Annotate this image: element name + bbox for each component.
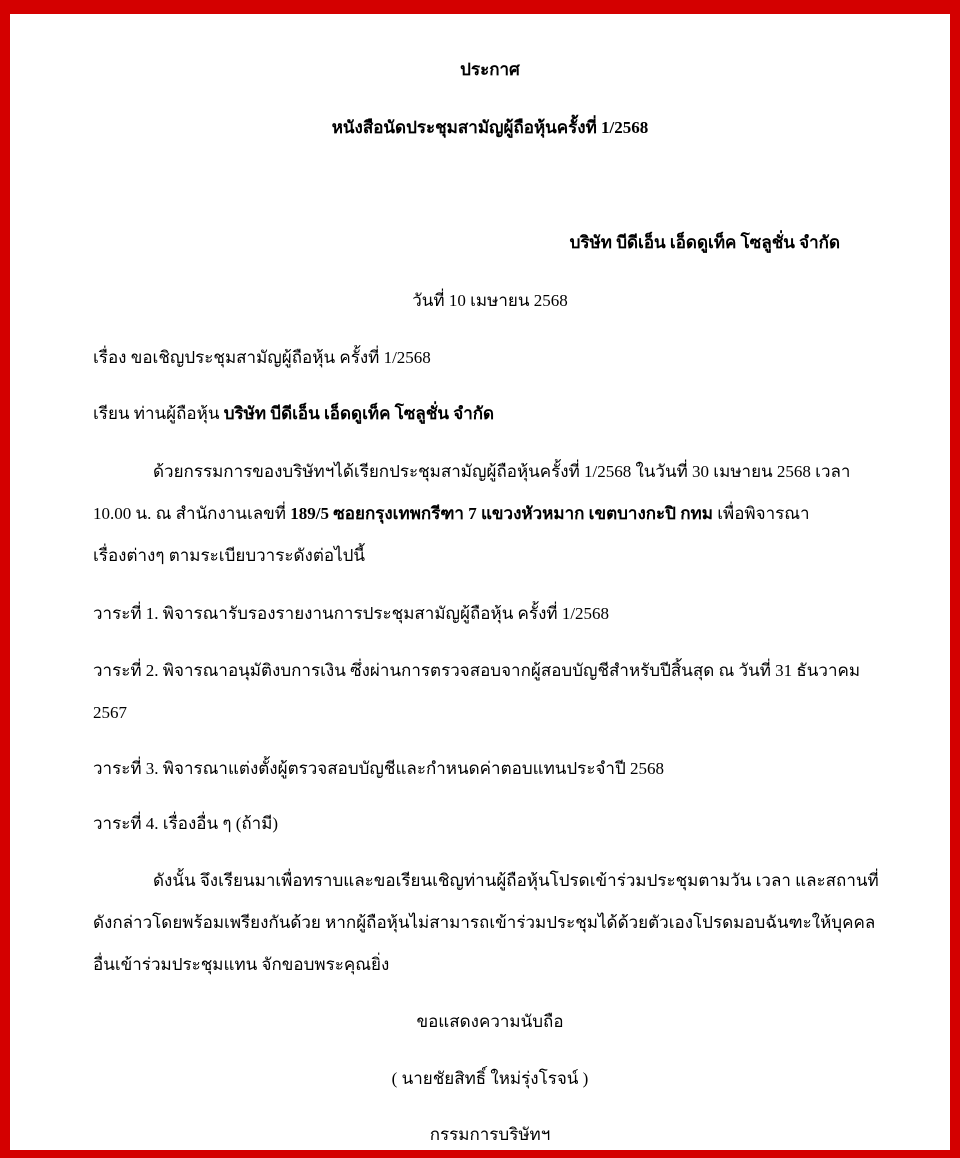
recipient-line <box>93 403 494 425</box>
signature-regards: ขอแสดงความนับถือ <box>416 1012 564 1031</box>
company-name: บริษัท บีดีเอ็น เอ็ดดูเท็ค โซลูชั่น จำกัด <box>569 233 840 252</box>
agenda-item-1: วาระที่ 1. พิจารณารับรองรายงานการประชุมสามัญผู้ถือหุ้น ครั้งที่ 1/2568 <box>93 604 610 623</box>
recipient-company: บริษัท บีดีเอ็น เอ็ดดูเท็ค โซลูชั่น จำกัด <box>223 404 495 423</box>
closing-line-1: ดังนั้น จึงเรียนมาเพื่อทราบและขอเรียนเชิญท่านผู้ถือหุ้นโปรดเข้าร่วมประชุมตามวัน เวลา และสถานที่ <box>153 871 879 890</box>
agenda-item-3: วาระที่ 3. พิจารณาแต่งตั้งผู้ตรวจสอบบัญชีและกำหนดค่าตอบแทนประจำปี 2568 <box>93 759 664 778</box>
intro-line-2-suffix: เพื่อพิจารณา <box>712 504 810 523</box>
intro-line-2 <box>93 503 810 525</box>
signature-position: กรรมการบริษัทฯ <box>429 1125 551 1144</box>
notice-title: หนังสือนัดประชุมสามัญผู้ถือหุ้นครั้งที่ 1/2568 <box>331 118 649 137</box>
subject-line: เรื่อง ขอเชิญประชุมสามัญผู้ถือหุ้น ครั้งที่ 1/2568 <box>93 348 431 367</box>
recipient-prefix: เรียน ท่านผู้ถือหุ้น <box>93 404 224 423</box>
signature-name: ( นายชัยสิทธิ์ ใหม่รุ่งโรจน์ ) <box>391 1069 589 1088</box>
intro-line-2-prefix: 10.00 น. ณ สำนักงานเลขที่ <box>93 504 291 523</box>
agenda-item-2-line-2: 2567 <box>93 703 127 722</box>
intro-line-1: ด้วยกรรมการของบริษัทฯได้เรียกประชุมสามัญผู้ถือหุ้นครั้งที่ 1/2568 ในวันที่ 30 เมษายน 2568 เวลา <box>153 462 851 481</box>
agenda-item-4: วาระที่ 4. เรื่องอื่น ๆ (ถ้ามี) <box>93 814 279 833</box>
closing-line-3: อื่นเข้าร่วมประชุมแทน จักขอบพระคุณยิ่ง <box>93 955 390 974</box>
meeting-address: 189/5 ซอยกรุงเทพกรีฑา 7 แขวงหัวหมาก เขตบางกะปิ กทม <box>290 504 713 523</box>
intro-line-3: เรื่องต่างๆ ตามระเบียบวาระดังต่อไปนี้ <box>93 546 366 565</box>
date-line: วันที่ 10 เมษายน 2568 <box>412 291 568 310</box>
announcement-label: ประกาศ <box>460 60 520 79</box>
closing-line-2: ดังกล่าวโดยพร้อมเพรียงกันด้วย หากผู้ถือหุ้นไม่สามารถเข้าร่วมประชุมได้ด้วยตัวเองโปรดมอบฉันฑะให้บุคคล <box>93 913 876 932</box>
agenda-item-2-line-1: วาระที่ 2. พิจารณาอนุมัติงบการเงิน ซึ่งผ่านการตรวจสอบจากผู้สอบบัญชีสำหรับปีสิ้นสุด ณ วันที่ 31 ธันวาคม <box>93 661 861 680</box>
